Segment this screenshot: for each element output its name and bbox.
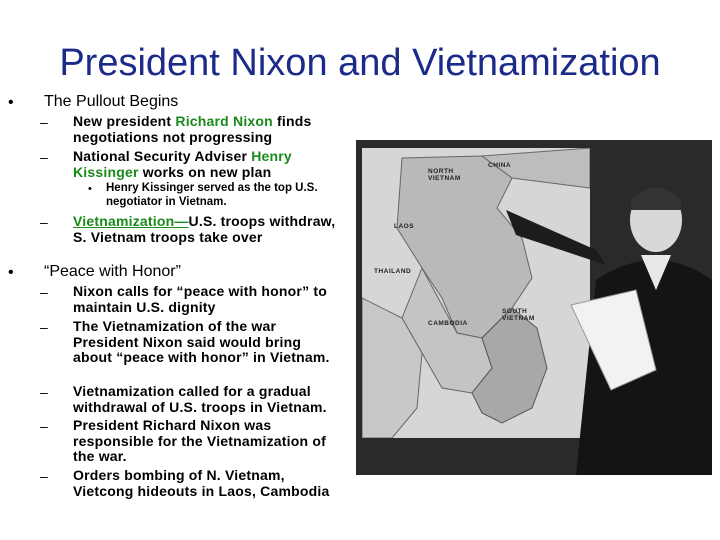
map-label: LAOS [394, 223, 415, 230]
bullet-marker: • [8, 94, 14, 111]
section-heading: The Pullout Begins [44, 93, 179, 110]
dash-marker: – [40, 284, 48, 300]
map-label: CHINA [488, 162, 512, 169]
nixon-figure [356, 140, 712, 475]
dash-marker: – [40, 468, 48, 484]
list-item: New president Richard Nixon finds negotiations not progressing [73, 113, 312, 145]
section-heading: “Peace with Honor” [44, 263, 181, 280]
bullet-marker: • [8, 264, 14, 281]
list-item: President Richard Nixon was responsible for the Vietnamization of the war. [73, 417, 326, 464]
list-item: Vietnamization—U.S. troops withdraw, S. Vietnam troops take over [73, 213, 336, 245]
sub-bullet-marker: • [88, 183, 92, 195]
nixon-photo [356, 140, 712, 475]
dash-marker: – [40, 114, 48, 130]
map-label: NORTH VIETNAM [428, 168, 461, 182]
page-title: President Nixon and Vietnamization [59, 42, 661, 84]
list-item: Orders bombing of N. Vietnam, Vietcong hideouts in Laos, Cambodia [73, 467, 330, 499]
dash-marker: – [40, 384, 48, 400]
list-subitem: Henry Kissinger served as the top U.S. negotiator in Vietnam. [106, 182, 318, 208]
list-item: The Vietnamization of the war President Nixon said would bring about “peace with honor” in Vietnam. [73, 318, 330, 365]
dash-marker: – [40, 418, 48, 434]
list-item: National Security Adviser Henry Kissinger works on new plan [73, 148, 292, 180]
dash-marker: – [40, 214, 48, 230]
map-label: CAMBODIA [428, 320, 468, 327]
map-label: THAILAND [374, 268, 412, 275]
dash-marker: – [40, 319, 48, 335]
dash-marker: – [40, 149, 48, 165]
list-item: Vietnamization called for a gradual withdrawal of U.S. troops in Vietnam. [73, 383, 327, 415]
map-label: SOUTH VIETNAM [502, 308, 535, 322]
list-item: Nixon calls for “peace with honor” to maintain U.S. dignity [73, 283, 327, 315]
